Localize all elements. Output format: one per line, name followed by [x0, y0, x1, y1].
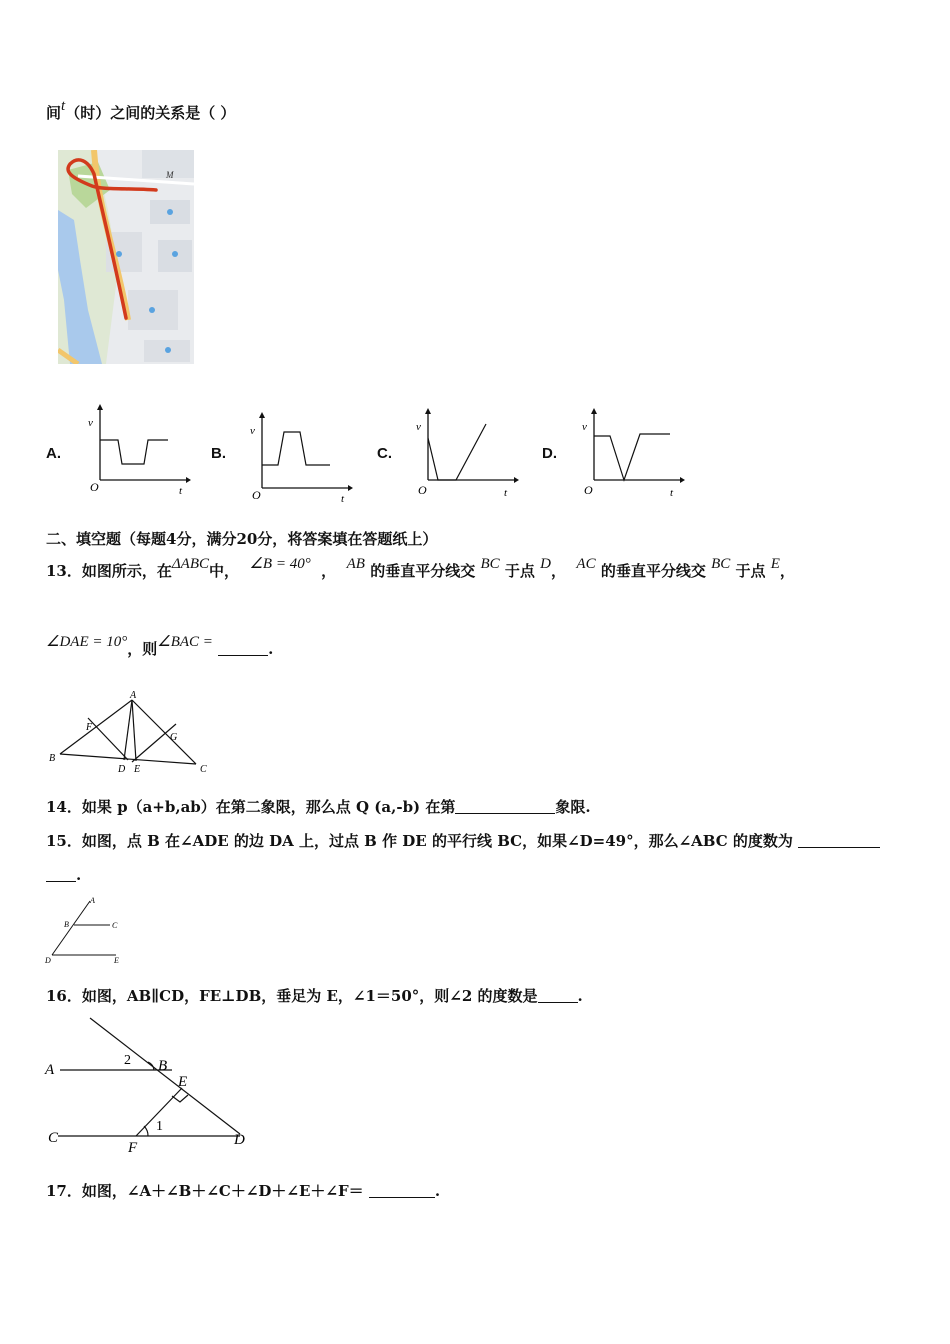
q13-stem-line2: ∠DAE = 10°，则∠BAC = .	[46, 634, 274, 658]
svg-text:t: t	[504, 487, 508, 499]
q15-stem-line2: .	[46, 866, 81, 884]
svg-text:D: D	[234, 1132, 245, 1148]
q17-answer-blank[interactable]	[369, 1183, 435, 1198]
option-d-label: D.	[542, 445, 557, 462]
option-a-label: A.	[46, 445, 61, 462]
q15-answer-blank[interactable]	[798, 833, 880, 848]
option-d-graph	[580, 408, 685, 500]
svg-text:B: B	[64, 920, 69, 929]
svg-text:v: v	[582, 421, 587, 433]
q17-stem: 17．如图，∠A＋∠B＋∠C＋∠D＋∠E＋∠F＝ .	[46, 1182, 441, 1200]
svg-text:O: O	[584, 483, 593, 497]
route-map-image	[58, 150, 194, 364]
option-a-graph	[86, 404, 191, 496]
section-heading: 二、填空题（每题4分，满分20分，将答案填在答题纸上）	[46, 530, 438, 548]
svg-text:D: D	[45, 956, 51, 965]
svg-text:F: F	[86, 722, 93, 733]
q15-stem: 15．如图，点 B 在∠ADE 的边 DA 上，过点 B 作 DE 的平行线 BC，如果∠D=49°，那么∠ABC 的度数为	[46, 830, 880, 851]
svg-text:A: A	[90, 896, 95, 905]
option-b-label: B.	[211, 445, 226, 462]
q13-stem: 13．如图所示，在ΔABC中， ∠B = 40° ， AB 的垂直平分线交 BC 于点 D， AC 的垂直平分线交 BC 于点 E，	[46, 556, 795, 580]
svg-text:t: t	[670, 487, 674, 499]
svg-text:O: O	[252, 488, 261, 502]
svg-text:C: C	[112, 921, 118, 930]
svg-text:A: A	[45, 1062, 55, 1078]
svg-text:t: t	[179, 485, 183, 496]
svg-text:E: E	[178, 1074, 188, 1090]
svg-text:A: A	[130, 690, 137, 701]
option-c-label: C.	[377, 445, 392, 462]
option-c-graph	[414, 408, 519, 500]
q14-stem: 14．如果 p（a+b,ab）在第二象限，那么点 Q (a,-b) 在第 象限.	[46, 798, 591, 816]
svg-text:E: E	[134, 764, 141, 775]
q13-answer-blank[interactable]	[218, 641, 268, 656]
svg-text:E: E	[114, 956, 119, 965]
svg-text:2: 2	[124, 1053, 131, 1068]
svg-text:t: t	[341, 493, 345, 504]
svg-text:v: v	[250, 425, 255, 437]
option-b-graph	[248, 412, 353, 504]
svg-text:v: v	[416, 421, 421, 433]
q15-answer-blank-cont[interactable]	[46, 867, 76, 882]
svg-text:v: v	[88, 417, 93, 429]
q16-stem: 16．如图，AB∥CD，FE⊥DB，垂足为 E，∠1＝50°，则∠2 的度数是 .	[46, 987, 583, 1005]
q14-answer-blank[interactable]	[455, 799, 555, 814]
q16-figure	[44, 1012, 254, 1160]
svg-text:B: B	[49, 753, 56, 764]
svg-text:F: F	[128, 1140, 138, 1156]
svg-text:B: B	[158, 1058, 168, 1074]
svg-text:O: O	[418, 483, 427, 497]
q16-answer-blank[interactable]	[538, 988, 578, 1003]
q15-figure	[44, 895, 134, 967]
svg-text:C: C	[48, 1130, 59, 1146]
svg-text:G: G	[170, 732, 178, 743]
q13-figure	[46, 688, 216, 778]
svg-text:C: C	[200, 764, 207, 775]
svg-text:D: D	[118, 764, 126, 775]
map-marker-label: M	[166, 170, 174, 180]
q12-stem: 间t（时）之间的关系是（ ）	[46, 98, 236, 122]
svg-text:1: 1	[156, 1119, 163, 1134]
svg-text:O: O	[90, 480, 99, 494]
